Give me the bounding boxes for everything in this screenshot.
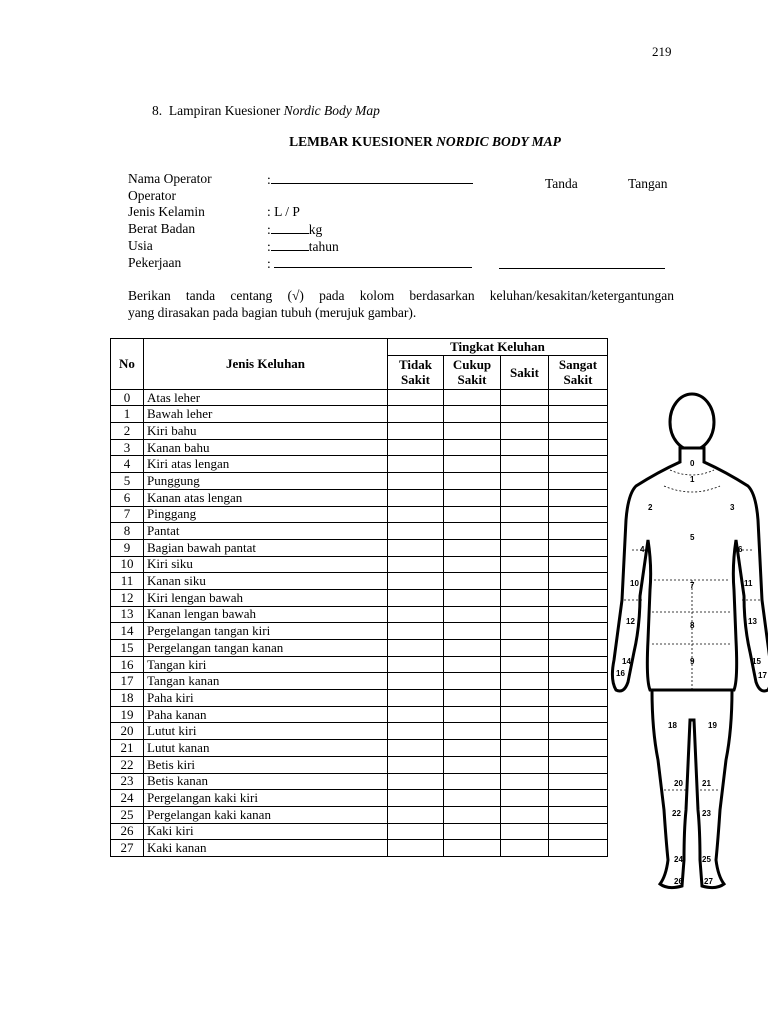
- checkbox-cell-sick[interactable]: [501, 406, 549, 423]
- checkbox-cell-sick[interactable]: [501, 640, 549, 657]
- row-complaint-label: Kaki kiri: [144, 823, 388, 840]
- row-complaint-label: Bagian bawah pantat: [144, 539, 388, 556]
- table-row: [111, 389, 608, 406]
- row-complaint-label: Betis kanan: [144, 773, 388, 790]
- signature-label-word1: Tanda: [545, 176, 578, 191]
- table-row: [111, 473, 608, 490]
- body-map-label: 19: [708, 721, 717, 730]
- row-number: 26: [111, 823, 144, 840]
- checkbox-cell-very-sick[interactable]: [549, 623, 608, 640]
- field-blank-line[interactable]: [271, 221, 309, 234]
- header-complaint: Jenis Keluhan: [144, 339, 388, 390]
- table-row: [111, 806, 608, 823]
- row-complaint-label: Pergelangan tangan kiri: [144, 623, 388, 640]
- checkbox-cell-fairly-sick[interactable]: [444, 439, 501, 456]
- checkbox-cell-very-sick[interactable]: [549, 673, 608, 690]
- checkbox-cell-sick[interactable]: [501, 506, 549, 523]
- checkbox-cell-sick[interactable]: [501, 823, 549, 840]
- row-complaint-label: Lutut kiri: [144, 723, 388, 740]
- checkbox-cell-sick[interactable]: [501, 606, 549, 623]
- checkbox-cell-not-sick[interactable]: [388, 673, 444, 690]
- form-title-plain: LEMBAR KUESIONER: [289, 134, 433, 149]
- checkbox-cell-sick[interactable]: [501, 439, 549, 456]
- body-map-label: 24: [674, 855, 683, 864]
- row-complaint-label: Kaki kanan: [144, 840, 388, 857]
- checkbox-cell-not-sick[interactable]: [388, 389, 444, 406]
- table-row: [111, 690, 608, 707]
- table-row: [111, 673, 608, 690]
- field-label-operator-name: Nama Operator: [128, 171, 212, 186]
- row-number: 1: [111, 406, 144, 423]
- table-row: [111, 840, 608, 857]
- table-row: [111, 790, 608, 807]
- row-number: 21: [111, 740, 144, 757]
- checkbox-cell-not-sick[interactable]: [388, 656, 444, 673]
- table-body: [111, 389, 608, 856]
- body-map-label: 0: [690, 459, 695, 468]
- row-complaint-label: Kiri lengan bawah: [144, 589, 388, 606]
- table-row: [111, 823, 608, 840]
- field-label-occupation: Pekerjaan: [128, 255, 182, 270]
- checkbox-cell-not-sick[interactable]: [388, 489, 444, 506]
- checkbox-cell-fairly-sick[interactable]: [444, 723, 501, 740]
- header-level-not-sick: [388, 355, 444, 389]
- checkbox-cell-not-sick[interactable]: [388, 740, 444, 757]
- field-colon: :: [267, 256, 271, 271]
- row-complaint-label: Paha kanan: [144, 706, 388, 723]
- checkbox-cell-sick[interactable]: [501, 806, 549, 823]
- checkbox-cell-sick[interactable]: [501, 573, 549, 590]
- table-row: [111, 773, 608, 790]
- checkbox-cell-fairly-sick[interactable]: [444, 806, 501, 823]
- table-row: [111, 456, 608, 473]
- checkbox-cell-fairly-sick[interactable]: [444, 423, 501, 440]
- row-number: 0: [111, 389, 144, 406]
- checkbox-cell-not-sick[interactable]: [388, 589, 444, 606]
- header-level-line: Sakit: [563, 372, 593, 388]
- row-number: 13: [111, 606, 144, 623]
- appendix-title: Lampiran Kuesioner: [168, 103, 281, 118]
- row-number: 25: [111, 806, 144, 823]
- checkbox-cell-very-sick[interactable]: [549, 539, 608, 556]
- field-weight[interactable]: [267, 221, 322, 238]
- row-complaint-label: Pantat: [144, 523, 388, 540]
- body-map-label: 12: [626, 617, 635, 626]
- row-number: 8: [111, 523, 144, 540]
- field-label-age: Usia: [128, 238, 153, 253]
- checkbox-cell-not-sick[interactable]: [388, 423, 444, 440]
- checkbox-cell-not-sick[interactable]: [388, 806, 444, 823]
- checkbox-cell-fairly-sick[interactable]: [444, 506, 501, 523]
- table-row: [111, 439, 608, 456]
- table-row: [111, 556, 608, 573]
- checkbox-cell-not-sick[interactable]: [388, 606, 444, 623]
- header-level-line: Sangat: [558, 357, 598, 373]
- header-level-fairly-sick: [444, 355, 501, 389]
- row-complaint-label: Kanan bahu: [144, 439, 388, 456]
- checkbox-cell-very-sick[interactable]: [549, 723, 608, 740]
- checkbox-cell-sick[interactable]: [501, 389, 549, 406]
- field-colon: :: [267, 239, 271, 254]
- checkbox-cell-fairly-sick[interactable]: [444, 640, 501, 657]
- checkbox-cell-very-sick[interactable]: [549, 656, 608, 673]
- checkbox-cell-sick[interactable]: [501, 673, 549, 690]
- body-map-label: 27: [704, 877, 713, 886]
- checkbox-cell-fairly-sick[interactable]: [444, 756, 501, 773]
- row-complaint-label: Kiri atas lengan: [144, 456, 388, 473]
- checkbox-cell-sick[interactable]: [501, 556, 549, 573]
- table-row: [111, 523, 608, 540]
- page-number: 219: [652, 44, 672, 59]
- checkbox-cell-fairly-sick[interactable]: [444, 523, 501, 540]
- checkbox-cell-fairly-sick[interactable]: [444, 840, 501, 857]
- checkbox-cell-fairly-sick[interactable]: [444, 406, 501, 423]
- checkbox-cell-very-sick[interactable]: [549, 706, 608, 723]
- checkbox-cell-fairly-sick[interactable]: [444, 589, 501, 606]
- table-row: [111, 656, 608, 673]
- checkbox-cell-fairly-sick[interactable]: [444, 740, 501, 757]
- checkbox-cell-not-sick[interactable]: [388, 456, 444, 473]
- instruction-line1: Berikan tanda centang (√) pada kolom berdasarkan keluhan/kesakitan/ketergantungan: [128, 288, 674, 303]
- row-complaint-label: Pergelangan kaki kiri: [144, 790, 388, 807]
- checkbox-cell-fairly-sick[interactable]: [444, 773, 501, 790]
- checkbox-cell-sick[interactable]: [501, 539, 549, 556]
- row-complaint-label: Pinggang: [144, 506, 388, 523]
- row-number: 2: [111, 423, 144, 440]
- body-map-label: 2: [648, 503, 653, 512]
- row-number: 22: [111, 756, 144, 773]
- checkbox-cell-fairly-sick[interactable]: [444, 456, 501, 473]
- checkbox-cell-very-sick[interactable]: [549, 389, 608, 406]
- body-map-label: 1: [690, 475, 695, 484]
- row-complaint-label: Tangan kanan: [144, 673, 388, 690]
- signature-line[interactable]: [499, 256, 665, 269]
- checkbox-cell-very-sick[interactable]: [549, 790, 608, 807]
- row-complaint-label: Kanan siku: [144, 573, 388, 590]
- body-map-label: 21: [702, 779, 711, 788]
- body-map-head: [670, 394, 714, 450]
- body-map-label: 20: [674, 779, 683, 788]
- checkbox-cell-sick[interactable]: [501, 756, 549, 773]
- instruction-line2: yang dirasakan pada bagian tubuh (merujuk gambar).: [128, 305, 417, 320]
- field-label-weight: Berat Badan: [128, 221, 196, 236]
- header-level-very-sick: [549, 355, 608, 389]
- checkbox-cell-sick[interactable]: [501, 589, 549, 606]
- checkbox-cell-fairly-sick[interactable]: [444, 656, 501, 673]
- checkbox-cell-very-sick[interactable]: [549, 456, 608, 473]
- checkbox-cell-very-sick[interactable]: [549, 406, 608, 423]
- field-blank-line[interactable]: [274, 255, 472, 268]
- body-map-label: 26: [674, 877, 683, 886]
- checkbox-cell-not-sick[interactable]: [388, 473, 444, 490]
- table-row: [111, 589, 608, 606]
- checkbox-cell-not-sick[interactable]: [388, 623, 444, 640]
- table-row: [111, 423, 608, 440]
- checkbox-cell-very-sick[interactable]: [549, 690, 608, 707]
- checkbox-cell-not-sick[interactable]: [388, 556, 444, 573]
- header-no: No: [111, 339, 144, 390]
- row-number: 5: [111, 473, 144, 490]
- checkbox-cell-very-sick[interactable]: [549, 606, 608, 623]
- checkbox-cell-fairly-sick[interactable]: [444, 823, 501, 840]
- checkbox-cell-not-sick[interactable]: [388, 773, 444, 790]
- row-complaint-label: Kiri siku: [144, 556, 388, 573]
- checkbox-cell-very-sick[interactable]: [549, 589, 608, 606]
- row-number: 23: [111, 773, 144, 790]
- row-number: 17: [111, 673, 144, 690]
- row-complaint-label: Pergelangan kaki kanan: [144, 806, 388, 823]
- checkbox-cell-sick[interactable]: [501, 656, 549, 673]
- checkbox-cell-sick[interactable]: [501, 840, 549, 857]
- table-row: [111, 539, 608, 556]
- checkbox-cell-very-sick[interactable]: [549, 439, 608, 456]
- checkbox-cell-fairly-sick[interactable]: [444, 473, 501, 490]
- checkbox-cell-very-sick[interactable]: [549, 423, 608, 440]
- checkbox-cell-fairly-sick[interactable]: [444, 623, 501, 640]
- table-row: [111, 573, 608, 590]
- field-gender[interactable]: : L / P: [267, 204, 300, 219]
- row-number: 12: [111, 589, 144, 606]
- checkbox-cell-not-sick[interactable]: [388, 706, 444, 723]
- field-unit: kg: [308, 222, 323, 237]
- field-colon: :: [267, 172, 271, 187]
- header-level-line: Cukup: [452, 357, 492, 373]
- body-map-label: 10: [630, 579, 639, 588]
- checkbox-cell-very-sick[interactable]: [549, 573, 608, 590]
- field-age[interactable]: [267, 238, 339, 255]
- complaints-table: [110, 338, 608, 857]
- row-complaint-label: Paha kiri: [144, 690, 388, 707]
- body-map-label: 4: [640, 545, 645, 554]
- checkbox-cell-sick[interactable]: [501, 456, 549, 473]
- row-number: 9: [111, 539, 144, 556]
- checkbox-cell-not-sick[interactable]: [388, 573, 444, 590]
- appendix-number: 8.: [152, 103, 163, 118]
- checkbox-cell-not-sick[interactable]: [388, 406, 444, 423]
- field-occupation[interactable]: [267, 255, 472, 272]
- header-level-line: Sakit: [457, 372, 487, 388]
- table-row: [111, 740, 608, 757]
- body-map-legs: [652, 690, 732, 888]
- body-map-label: 14: [622, 657, 631, 666]
- appendix-heading: [152, 103, 380, 119]
- row-complaint-label: Lutut kanan: [144, 740, 388, 757]
- checkbox-cell-fairly-sick[interactable]: [444, 556, 501, 573]
- row-complaint-label: Pergelangan tangan kanan: [144, 640, 388, 657]
- field-colon: :: [267, 222, 271, 237]
- body-map-label: 6: [738, 545, 743, 554]
- checkbox-cell-sick[interactable]: [501, 489, 549, 506]
- checkbox-cell-fairly-sick[interactable]: [444, 706, 501, 723]
- checkbox-cell-fairly-sick[interactable]: [444, 389, 501, 406]
- row-number: 6: [111, 489, 144, 506]
- checkbox-cell-very-sick[interactable]: [549, 756, 608, 773]
- table-row: [111, 706, 608, 723]
- checkbox-cell-very-sick[interactable]: [549, 506, 608, 523]
- row-number: 18: [111, 690, 144, 707]
- row-number: 11: [111, 573, 144, 590]
- checkbox-cell-very-sick[interactable]: [549, 640, 608, 657]
- checkbox-cell-not-sick[interactable]: [388, 539, 444, 556]
- checkbox-cell-fairly-sick[interactable]: [444, 606, 501, 623]
- row-complaint-label: Tangan kiri: [144, 656, 388, 673]
- header-level-sick: Sakit: [501, 355, 549, 389]
- checkbox-cell-not-sick[interactable]: [388, 823, 444, 840]
- row-complaint-label: Bawah leher: [144, 406, 388, 423]
- checkbox-cell-sick[interactable]: [501, 773, 549, 790]
- checkbox-cell-very-sick[interactable]: [549, 556, 608, 573]
- checkbox-cell-not-sick[interactable]: [388, 439, 444, 456]
- row-complaint-label: Betis kiri: [144, 756, 388, 773]
- checkbox-cell-fairly-sick[interactable]: [444, 489, 501, 506]
- body-map-label: 22: [672, 809, 681, 818]
- header-level-line: Tidak: [398, 357, 432, 373]
- field-blank-line[interactable]: [271, 171, 473, 184]
- checkbox-cell-fairly-sick[interactable]: [444, 673, 501, 690]
- checkbox-cell-very-sick[interactable]: [549, 840, 608, 857]
- checkbox-cell-very-sick[interactable]: [549, 773, 608, 790]
- body-map-label: 7: [690, 581, 695, 590]
- row-complaint-label: Punggung: [144, 473, 388, 490]
- body-map-label: 5: [690, 533, 695, 542]
- row-number: 3: [111, 439, 144, 456]
- checkbox-cell-not-sick[interactable]: [388, 690, 444, 707]
- form-title: [0, 134, 768, 150]
- checkbox-cell-not-sick[interactable]: [388, 640, 444, 657]
- row-number: 14: [111, 623, 144, 640]
- checkbox-cell-not-sick[interactable]: [388, 790, 444, 807]
- checkbox-cell-very-sick[interactable]: [549, 523, 608, 540]
- body-map-label: 15: [752, 657, 761, 666]
- checkbox-cell-very-sick[interactable]: [549, 740, 608, 757]
- checkbox-cell-sick[interactable]: [501, 423, 549, 440]
- checkbox-cell-sick[interactable]: [501, 523, 549, 540]
- row-complaint-label: Kanan atas lengan: [144, 489, 388, 506]
- checkbox-cell-sick[interactable]: [501, 473, 549, 490]
- body-map-label: 8: [690, 621, 695, 630]
- header-level-group: Tingkat Keluhan: [388, 339, 608, 356]
- row-complaint-label: Atas leher: [144, 389, 388, 406]
- checkbox-cell-not-sick[interactable]: [388, 756, 444, 773]
- body-map-label: 23: [702, 809, 711, 818]
- checkbox-cell-sick[interactable]: [501, 706, 549, 723]
- row-number: 24: [111, 790, 144, 807]
- body-map-figure: [608, 390, 768, 900]
- checkbox-cell-very-sick[interactable]: [549, 806, 608, 823]
- signature-label-word2: Tangan: [628, 176, 668, 191]
- row-number: 20: [111, 723, 144, 740]
- checkbox-cell-very-sick[interactable]: [549, 473, 608, 490]
- table-row: [111, 489, 608, 506]
- checkbox-cell-sick[interactable]: [501, 790, 549, 807]
- field-label-gender: Jenis Kelamin: [128, 204, 205, 219]
- row-number: 10: [111, 556, 144, 573]
- checkbox-cell-fairly-sick[interactable]: [444, 690, 501, 707]
- body-map-label: 25: [702, 855, 711, 864]
- body-map-label: 9: [690, 657, 695, 666]
- body-map-label: 18: [668, 721, 677, 730]
- header-level-line: Sakit: [401, 372, 430, 388]
- checkbox-cell-sick[interactable]: [501, 623, 549, 640]
- table-row: [111, 606, 608, 623]
- checkbox-cell-not-sick[interactable]: [388, 840, 444, 857]
- row-complaint-label: Kiri bahu: [144, 423, 388, 440]
- checkbox-cell-sick[interactable]: [501, 723, 549, 740]
- checkbox-cell-sick[interactable]: [501, 690, 549, 707]
- table-row: [111, 640, 608, 657]
- field-label-operator: Operator: [128, 188, 176, 203]
- table-row: [111, 623, 608, 640]
- checkbox-cell-fairly-sick[interactable]: [444, 790, 501, 807]
- checkbox-cell-fairly-sick[interactable]: [444, 573, 501, 590]
- body-map-label: 17: [758, 671, 767, 680]
- row-complaint-label: Kanan lengan bawah: [144, 606, 388, 623]
- field-blank-line[interactable]: [271, 238, 309, 251]
- field-operator-name[interactable]: [267, 171, 473, 188]
- body-map-label: 13: [748, 617, 757, 626]
- field-unit: tahun: [308, 239, 339, 254]
- table-row: [111, 756, 608, 773]
- row-number: 4: [111, 456, 144, 473]
- body-map-label: 3: [730, 503, 735, 512]
- checkbox-cell-not-sick[interactable]: [388, 523, 444, 540]
- checkbox-cell-fairly-sick[interactable]: [444, 539, 501, 556]
- table-row: [111, 506, 608, 523]
- row-number: 16: [111, 656, 144, 673]
- body-map-label: 11: [744, 579, 753, 588]
- table-row: [111, 406, 608, 423]
- table-row: [111, 723, 608, 740]
- form-title-italic: NORDIC BODY MAP: [436, 134, 561, 149]
- row-number: 7: [111, 506, 144, 523]
- checkbox-cell-very-sick[interactable]: [549, 823, 608, 840]
- checkbox-cell-sick[interactable]: [501, 740, 549, 757]
- checkbox-cell-very-sick[interactable]: [549, 489, 608, 506]
- instruction-text: [128, 287, 674, 321]
- row-number: 15: [111, 640, 144, 657]
- appendix-title-italic: Nordic Body Map: [283, 103, 380, 118]
- checkbox-cell-not-sick[interactable]: [388, 723, 444, 740]
- row-number: 27: [111, 840, 144, 857]
- body-map-label: 16: [616, 669, 625, 678]
- checkbox-cell-not-sick[interactable]: [388, 506, 444, 523]
- row-number: 19: [111, 706, 144, 723]
